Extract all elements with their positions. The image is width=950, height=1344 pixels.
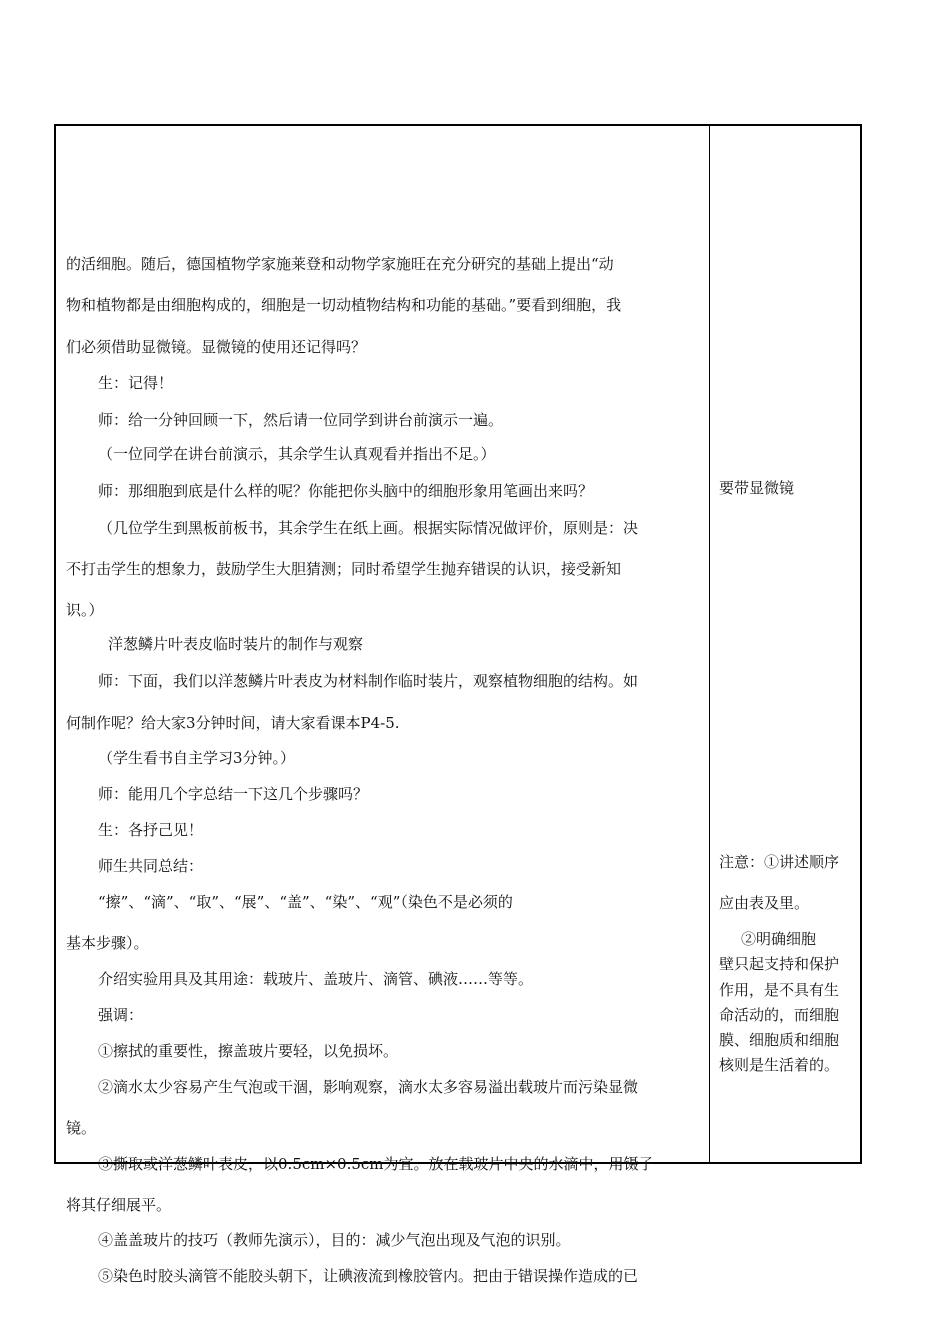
text-line: 强调：	[98, 1006, 144, 1024]
text-line: 师生共同总结：	[98, 857, 204, 875]
text-line: ④盖盖玻片的技巧（教师先演示），目的：减少气泡出现及气泡的识别。	[98, 1231, 571, 1249]
text-line: （几位学生到黑板前板书，其余学生在纸上画。根据实际情况做评价，原则是：决	[98, 519, 639, 537]
text-line: 不打击学生的想象力，鼓励学生大胆猜测；同时希望学生抛弃错误的认识，接受新知	[66, 560, 622, 578]
text-line: ②滴水太少容易产生气泡或干涸，影响观察，滴水太多容易溢出载玻片而污染显微	[98, 1078, 639, 1096]
note-line: 壁只起支持和保护	[719, 955, 840, 973]
text-line: ①擦拭的重要性，擦盖玻片要轻，以免损坏。	[98, 1042, 399, 1060]
text-line: 师：能用几个字总结一下这几个步骤吗？	[98, 785, 369, 803]
text-line: 们必须借助显微镜。显微镜的使用还记得吗？	[66, 338, 367, 356]
text-line: 识。）	[66, 601, 104, 619]
text-line: 镜。	[66, 1119, 97, 1137]
text-line: ③撕取或洋葱鳞叶表皮，以0.5cm×0.5cm为宜。放在载玻片中央的水滴中，用镊子	[98, 1155, 654, 1173]
text-line: 师：给一分钟回顾一下，然后请一位同学到讲台前演示一遍。	[98, 411, 504, 429]
text-line: 介绍实验用具及其用途：载玻片、盖玻片、滴管、碘液……等等。	[98, 970, 534, 988]
text-line: ⑤染色时胶头滴管不能胶头朝下，让碘液流到橡胶管内。把由于错误操作造成的已	[98, 1267, 639, 1285]
text-line: “擦”、“滴”、“取”、“展”、“盖”、“染”、“观”（染色不是必须的	[98, 893, 513, 911]
text-line: （一位同学在讲台前演示，其余学生认真观看并指出不足。）	[98, 445, 496, 463]
text-line: 生：各抒己见！	[98, 821, 204, 839]
section-heading: 洋葱鳞片叶表皮临时装片的制作与观察	[108, 635, 364, 653]
text-line: 基本步骤）。	[66, 934, 149, 952]
note-line: 应由表及里。	[719, 894, 810, 912]
note-line: 核则是生活着的。	[719, 1056, 840, 1074]
text-line: 师：那细胞到底是什么样的呢？你能把你头脑中的细胞形象用笔画出来吗？	[98, 482, 594, 500]
notes-column	[710, 126, 860, 1162]
text-line: 何制作呢？给大家3分钟时间，请大家看课本P4-5.	[66, 714, 400, 732]
text-line: （学生看书自主学习3分钟。）	[98, 749, 296, 767]
text-line: 的活细胞。随后，德国植物学家施莱登和动物学家施旺在充分研究的基础上提出“动	[66, 255, 614, 273]
text-line: 物和植物都是由细胞构成的，细胞是一切动植物结构和功能的基础。”要看到细胞，我	[66, 296, 622, 314]
text-line: 师：下面，我们以洋葱鳞片叶表皮为材料制作临时装片，观察植物细胞的结构。如	[98, 672, 639, 690]
note-line: ②明确细胞	[741, 930, 817, 948]
note-line: 要带显微镜	[719, 479, 795, 497]
note-line: 作用，是不具有生	[719, 981, 840, 999]
lesson-table	[54, 124, 862, 1285]
note-line: 膜、细胞质和细胞	[719, 1031, 840, 1049]
teaching-process-column	[56, 126, 710, 1285]
text-line: 将其仔细展平。	[66, 1196, 172, 1214]
text-line: 生：记得！	[98, 374, 174, 392]
note-line: 命活动的，而细胞	[719, 1006, 840, 1024]
note-line: 注意：①讲述顺序	[719, 853, 840, 871]
